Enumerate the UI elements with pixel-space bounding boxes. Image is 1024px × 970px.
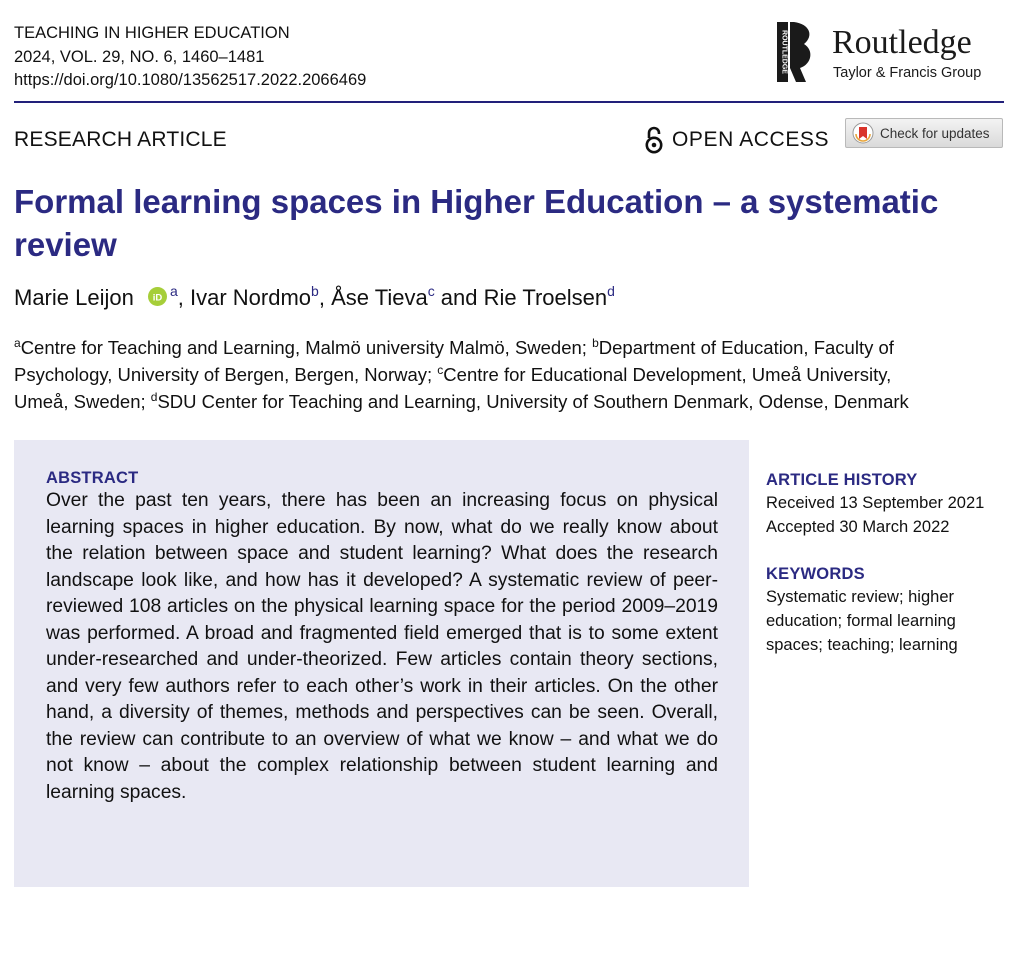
author-name[interactable]: Åse Tieva — [331, 285, 428, 310]
svg-text:iD: iD — [152, 292, 163, 304]
affiliation-mark: c — [437, 363, 444, 377]
check-for-updates-label: Check for updates — [880, 125, 990, 141]
affiliation-line — [14, 388, 1009, 415]
check-for-updates-button[interactable] — [845, 118, 1003, 148]
keywords-line: Systematic review; higher — [766, 588, 954, 606]
keywords-heading: KEYWORDS — [766, 565, 865, 583]
affiliation-text: Department of Education, Faculty of — [598, 337, 894, 358]
affiliation-mark: d — [150, 390, 158, 404]
journal-name: TEACHING IN HIGHER EDUCATION — [14, 24, 290, 42]
author-affiliation-mark[interactable]: c — [427, 283, 435, 299]
author-separator: , — [318, 285, 332, 310]
abstract-heading: ABSTRACT — [46, 469, 139, 487]
author-affiliation-mark[interactable]: a — [169, 283, 178, 299]
check-for-updates-icon — [852, 122, 874, 144]
keywords-line: education; formal learning — [766, 612, 956, 630]
received-date: Received 13 September 2021 — [766, 494, 985, 512]
open-access-label: OPEN ACCESS — [672, 128, 830, 151]
open-access-lock-icon — [644, 125, 664, 155]
accepted-date: Accepted 30 March 2022 — [766, 518, 950, 536]
author-affiliation-mark[interactable]: d — [607, 283, 615, 299]
affiliation-text: SDU Center for Teaching and Learning, University of Southern Denmark, Odense, Denmark — [157, 391, 909, 412]
journal-doi-link[interactable]: https://doi.org/10.1080/13562517.2022.2066469 — [14, 71, 367, 89]
affiliation-line — [14, 334, 1009, 361]
author-name[interactable]: Ivar Nordmo — [190, 285, 312, 310]
author-name[interactable]: Rie Troelsen — [483, 285, 608, 310]
publisher-group: Taylor & Francis Group — [833, 65, 982, 81]
affiliation-line — [14, 361, 1009, 388]
article-title: Formal learning spaces in Higher Education – a systematic review — [14, 183, 939, 263]
article-history-heading: ARTICLE HISTORY — [766, 471, 918, 489]
publisher-logo — [776, 18, 1008, 86]
journal-citation — [14, 22, 366, 93]
article-history — [766, 469, 1006, 539]
author-affiliation-mark[interactable]: b — [311, 283, 319, 299]
affiliation-mark: b — [592, 336, 599, 350]
affiliation-text: Umeå, Sweden; — [14, 391, 151, 412]
affiliation-mark: a — [14, 336, 21, 350]
author-separator: and — [434, 285, 484, 310]
abstract-text: Over the past ten years, there has been an increasing focus on physical learning spaces in higher education. By now, what do we really know about the relation between space and student learning? What does the research landscape look like, and how has it developed? A systematic review of peer-reviewed 108 articles on the physical learning space for the period 2009–2019 was performed. A broad and fragmented field emerged that is to some extent under-researched and under-theorized. Few articles contain theory sections, and very few authors refer to each other’s work in their articles. On the other hand, a diversity of themes, methods and perspectives can be seen. Overall, the review can contribute to an overview of what we know – and what we do not know – about the complex relationship between student learning and learning spaces. — [46, 490, 718, 803]
publisher-name: Routledge — [832, 24, 972, 61]
open-access-badge — [644, 125, 829, 155]
header-divider — [14, 101, 1004, 103]
affiliation-text: Centre for Teaching and Learning, Malmö university Malmö, Sweden; — [20, 337, 593, 358]
keywords-line: spaces; teaching; learning — [766, 636, 958, 654]
routledge-logo-icon — [776, 20, 816, 84]
affiliation-text: Centre for Educational Development, Umeå University, — [443, 364, 892, 385]
orcid-icon[interactable] — [148, 287, 167, 306]
affiliations — [14, 334, 1009, 415]
author-name[interactable]: Marie Leijon — [14, 285, 134, 310]
author-list — [14, 283, 615, 313]
journal-volume-info: 2024, VOL. 29, NO. 6, 1460–1481 — [14, 47, 265, 66]
affiliation-text: Psychology, University of Bergen, Bergen, Norway; — [14, 364, 438, 385]
article-type: RESEARCH ARTICLE — [14, 128, 227, 151]
routledge-mark-text: ROUTLEDGE — [780, 30, 788, 74]
keywords-section — [766, 563, 1006, 657]
author-separator: , — [177, 285, 190, 310]
